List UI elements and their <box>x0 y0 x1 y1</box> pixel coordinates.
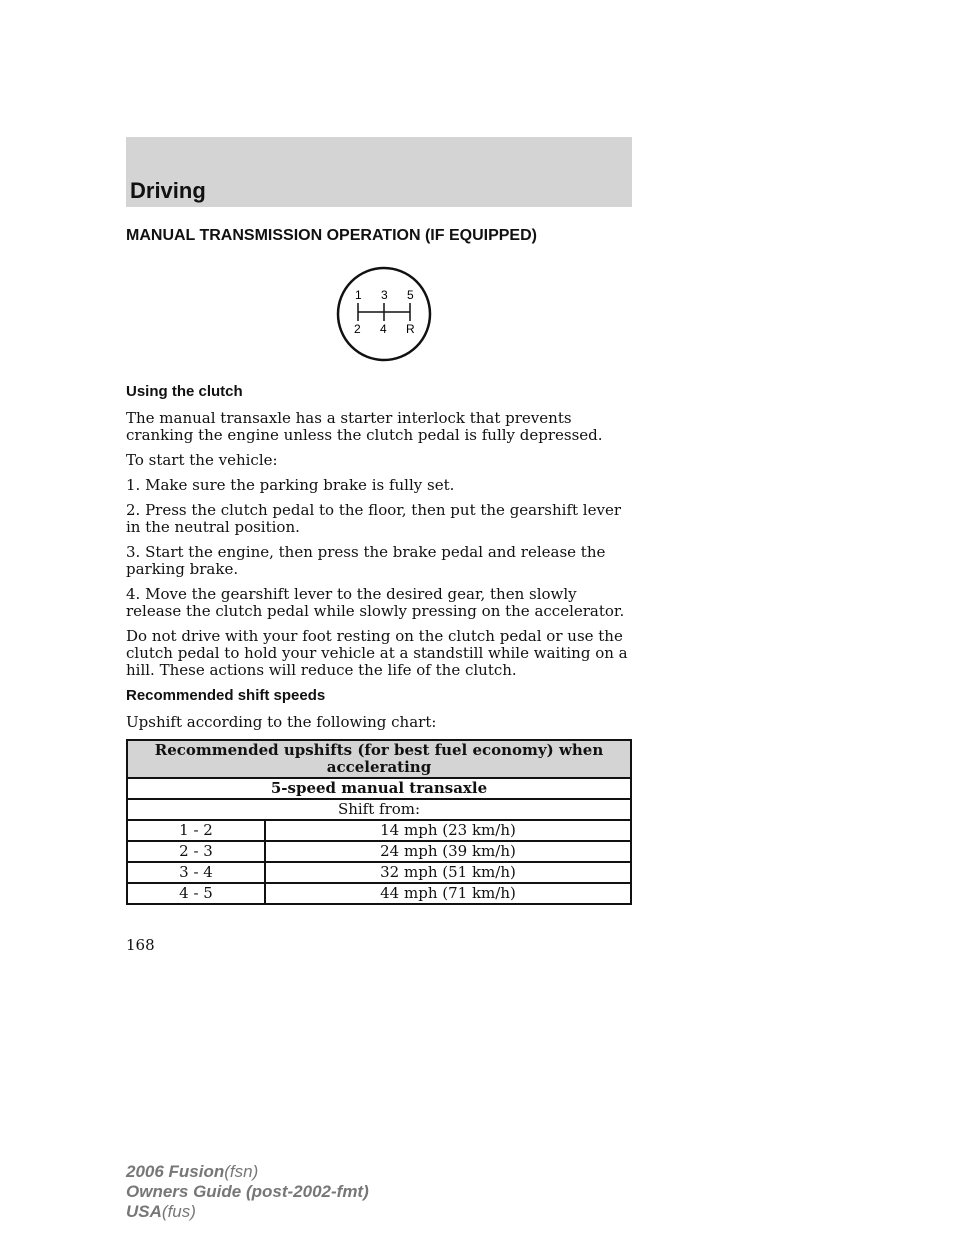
shift-cell: 1 - 2 <box>127 820 265 841</box>
gear-label-5: 5 <box>407 288 414 302</box>
content <box>126 383 636 905</box>
speed-cell: 44 mph (71 km/h) <box>265 883 631 904</box>
subheading-clutch: Using the clutch <box>126 383 243 400</box>
shift-speed-table <box>126 739 632 905</box>
speed-cell: 32 mph (51 km/h) <box>265 862 631 883</box>
footer-model: 2006 Fusion <box>126 1162 225 1181</box>
shift-pattern-icon <box>336 266 432 362</box>
shift-cell: 3 - 4 <box>127 862 265 883</box>
page-section-title: Driving <box>130 178 206 203</box>
table-row <box>127 820 631 841</box>
shift-cell: 2 - 3 <box>127 841 265 862</box>
footer-market: USA <box>126 1202 162 1221</box>
table-row <box>127 862 631 883</box>
shift-cell: 4 - 5 <box>127 883 265 904</box>
step-item: 4. Move the gearshift lever to the desired gear, then slowly release the clutch pedal while slowly pressing on the accelerator. <box>126 585 625 620</box>
paragraph: Upshift according to the following chart: <box>126 713 437 731</box>
gear-label-1: 1 <box>355 288 362 302</box>
subheading-shift-speeds: Recommended shift speeds <box>126 687 326 704</box>
table-subtitle: 5-speed manual transaxle <box>127 778 631 799</box>
page-number: 168 <box>126 936 155 954</box>
table-title: Recommended upshifts (for best fuel economy) when accelerating <box>127 740 631 778</box>
gear-label-r: R <box>406 322 415 336</box>
table-column-label: Shift from: <box>127 799 631 820</box>
speed-cell: 24 mph (39 km/h) <box>265 841 631 862</box>
paragraph: To start the vehicle: <box>126 451 278 469</box>
step-item: 2. Press the clutch pedal to the floor, then put the gearshift lever in the neutral position. <box>126 501 621 536</box>
footer-guide: Owners Guide (post-2002-fmt) <box>126 1182 369 1201</box>
table-row <box>127 883 631 904</box>
table-row <box>127 841 631 862</box>
footer-model-code: (fsn) <box>224 1162 259 1181</box>
speed-cell: 14 mph (23 km/h) <box>265 820 631 841</box>
paragraph: The manual transaxle has a starter interlock that prevents cranking the engine unless the clutch pedal is fully depressed. <box>126 409 603 444</box>
gear-label-4: 4 <box>380 322 387 336</box>
step-item: 3. Start the engine, then press the brake pedal and release the parking brake. <box>126 543 606 578</box>
step-item: 1. Make sure the parking brake is fully set. <box>126 476 455 494</box>
gear-label-3: 3 <box>381 288 388 302</box>
footer-market-code: (fus) <box>161 1202 196 1221</box>
document-footer <box>126 1162 369 1222</box>
section-heading: MANUAL TRANSMISSION OPERATION (IF EQUIPPED) <box>126 227 537 244</box>
gear-label-2: 2 <box>354 322 361 336</box>
paragraph: Do not drive with your foot resting on the clutch pedal or use the clutch pedal to hold your vehicle at a standstill while waiting on a hill. These actions will reduce the life of the clutch. <box>126 627 628 679</box>
